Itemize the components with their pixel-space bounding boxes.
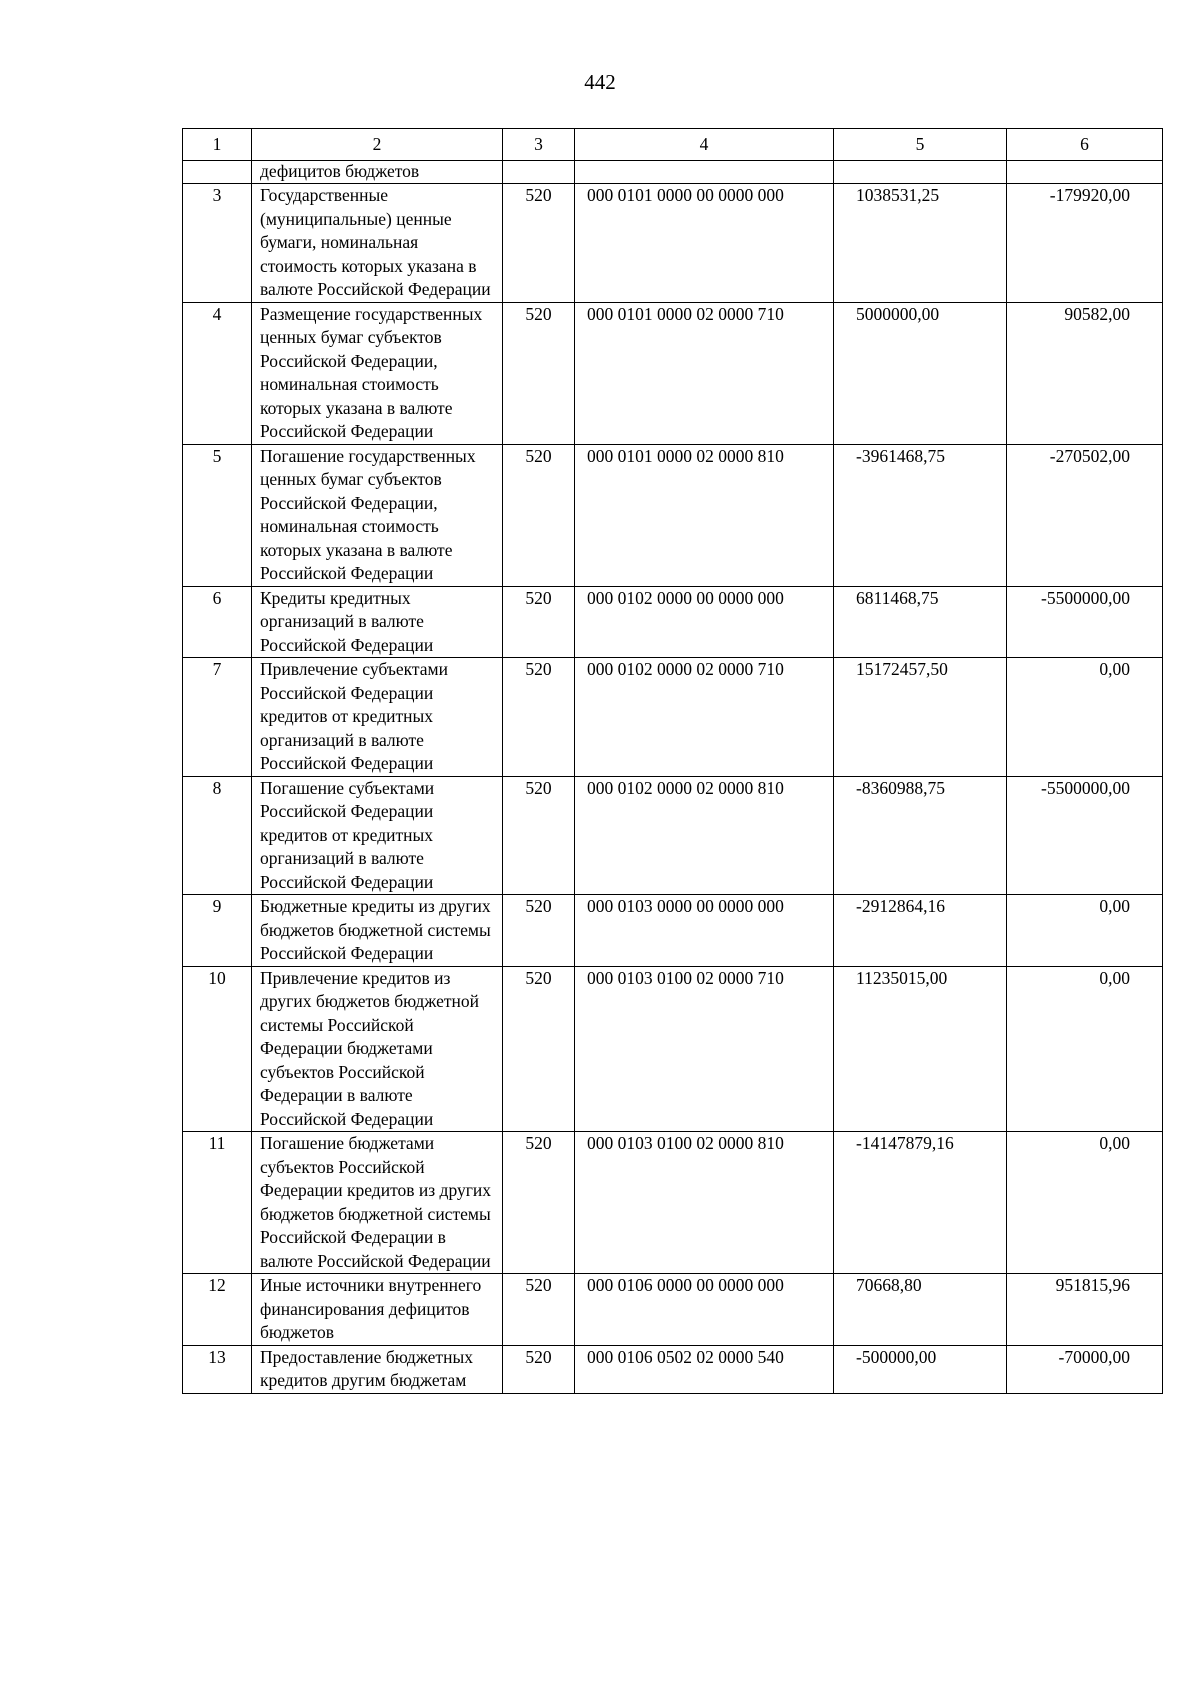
column-header: 3 — [503, 129, 575, 161]
admin-code-cell: 520 — [503, 1345, 575, 1393]
admin-code-cell: 520 — [503, 776, 575, 895]
amount-cell: -3961468,75 — [834, 444, 1007, 586]
table-row — [183, 302, 1163, 444]
amount-cell: 5000000,00 — [834, 302, 1007, 444]
table-row — [183, 586, 1163, 658]
amount-cell: -5500000,00 — [1007, 586, 1163, 658]
classification-code-cell: 000 0103 0000 00 0000 000 — [575, 895, 834, 967]
column-header: 1 — [183, 129, 252, 161]
row-number-cell: 3 — [183, 184, 252, 303]
amount-cell: 1038531,25 — [834, 184, 1007, 303]
amount-cell: -500000,00 — [834, 1345, 1007, 1393]
row-number-cell — [183, 161, 252, 184]
row-number-cell: 12 — [183, 1274, 252, 1346]
amount-cell: 0,00 — [1007, 895, 1163, 967]
classification-code-cell: 000 0106 0502 02 0000 540 — [575, 1345, 834, 1393]
classification-code-cell: 000 0102 0000 02 0000 710 — [575, 658, 834, 777]
amount-cell: -2912864,16 — [834, 895, 1007, 967]
amount-cell: -5500000,00 — [1007, 776, 1163, 895]
row-number-cell: 13 — [183, 1345, 252, 1393]
page-number: 442 — [584, 70, 616, 94]
amount-cell: -14147879,16 — [834, 1132, 1007, 1274]
amount-cell: 951815,96 — [1007, 1274, 1163, 1346]
admin-code-cell: 520 — [503, 302, 575, 444]
amount-cell: 0,00 — [1007, 658, 1163, 777]
row-number-cell: 8 — [183, 776, 252, 895]
classification-code-cell: 000 0101 0000 00 0000 000 — [575, 184, 834, 303]
amount-cell: -70000,00 — [1007, 1345, 1163, 1393]
classification-code-cell: 000 0106 0000 00 0000 000 — [575, 1274, 834, 1346]
row-number-cell: 11 — [183, 1132, 252, 1274]
classification-code-cell: 000 0102 0000 02 0000 810 — [575, 776, 834, 895]
amount-cell — [834, 161, 1007, 184]
table-header-row — [183, 129, 1163, 161]
indicator-name-cell: Предоставление бюджетных кредитов другим бюджетам — [252, 1345, 503, 1393]
indicator-name-cell: Кредиты кредитных организаций в валюте Российской Федерации — [252, 586, 503, 658]
amount-cell — [1007, 161, 1163, 184]
admin-code-cell — [503, 161, 575, 184]
admin-code-cell: 520 — [503, 658, 575, 777]
amount-cell: -270502,00 — [1007, 444, 1163, 586]
table-row — [183, 1132, 1163, 1274]
column-header: 2 — [252, 129, 503, 161]
amount-cell: 70668,80 — [834, 1274, 1007, 1346]
table-row — [183, 184, 1163, 303]
column-header: 5 — [834, 129, 1007, 161]
indicator-name-cell: Привлечение кредитов из других бюджетов бюджетной системы Российской Федерации бюджетами субъектов Российской Федерации в валюте Российской Федерации — [252, 966, 503, 1132]
classification-code-cell: 000 0101 0000 02 0000 710 — [575, 302, 834, 444]
admin-code-cell: 520 — [503, 966, 575, 1132]
row-number-cell: 4 — [183, 302, 252, 444]
amount-cell: 15172457,50 — [834, 658, 1007, 777]
amount-cell: 0,00 — [1007, 966, 1163, 1132]
table-row — [183, 161, 1163, 184]
classification-code-cell — [575, 161, 834, 184]
row-number-cell: 6 — [183, 586, 252, 658]
classification-code-cell: 000 0103 0100 02 0000 710 — [575, 966, 834, 1132]
indicator-name-cell: Погашение государственных ценных бумаг субъектов Российской Федерации, номинальная стоимость которых указана в валюте Российской Федерации — [252, 444, 503, 586]
amount-cell: -179920,00 — [1007, 184, 1163, 303]
indicator-name-cell: Погашение субъектами Российской Федерации кредитов от кредитных организаций в валюте Российской Федерации — [252, 776, 503, 895]
column-header: 6 — [1007, 129, 1163, 161]
column-header: 4 — [575, 129, 834, 161]
amount-cell: 0,00 — [1007, 1132, 1163, 1274]
indicator-name-cell: Погашение бюджетами субъектов Российской Федерации кредитов из других бюджетов бюджетной системы Российской Федерации в валюте Российской Федерации — [252, 1132, 503, 1274]
table-row — [183, 658, 1163, 777]
indicator-name-cell: Размещение государственных ценных бумаг субъектов Российской Федерации, номинальная стоимость которых указана в валюте Российской Федерации — [252, 302, 503, 444]
table-row — [183, 895, 1163, 967]
amount-cell: -8360988,75 — [834, 776, 1007, 895]
table-row — [183, 1274, 1163, 1346]
indicator-name-cell: дефицитов бюджетов — [252, 161, 503, 184]
admin-code-cell: 520 — [503, 586, 575, 658]
table-row — [183, 966, 1163, 1132]
admin-code-cell: 520 — [503, 895, 575, 967]
row-number-cell: 9 — [183, 895, 252, 967]
amount-cell: 6811468,75 — [834, 586, 1007, 658]
indicator-name-cell: Привлечение субъектами Российской Федерации кредитов от кредитных организаций в валюте Российской Федерации — [252, 658, 503, 777]
table-row — [183, 776, 1163, 895]
indicator-name-cell: Государственные (муниципальные) ценные бумаги, номинальная стоимость которых указана в валюте Российской Федерации — [252, 184, 503, 303]
table-row — [183, 444, 1163, 586]
table-row — [183, 1345, 1163, 1393]
classification-code-cell: 000 0102 0000 00 0000 000 — [575, 586, 834, 658]
row-number-cell: 10 — [183, 966, 252, 1132]
indicator-name-cell: Иные источники внутреннего финансирования дефицитов бюджетов — [252, 1274, 503, 1346]
amount-cell: 90582,00 — [1007, 302, 1163, 444]
row-number-cell: 7 — [183, 658, 252, 777]
admin-code-cell: 520 — [503, 184, 575, 303]
budget-sources-table — [182, 128, 1163, 1394]
admin-code-cell: 520 — [503, 444, 575, 586]
admin-code-cell: 520 — [503, 1132, 575, 1274]
indicator-name-cell: Бюджетные кредиты из других бюджетов бюджетной системы Российской Федерации — [252, 895, 503, 967]
admin-code-cell: 520 — [503, 1274, 575, 1346]
amount-cell: 11235015,00 — [834, 966, 1007, 1132]
row-number-cell: 5 — [183, 444, 252, 586]
classification-code-cell: 000 0101 0000 02 0000 810 — [575, 444, 834, 586]
classification-code-cell: 000 0103 0100 02 0000 810 — [575, 1132, 834, 1274]
